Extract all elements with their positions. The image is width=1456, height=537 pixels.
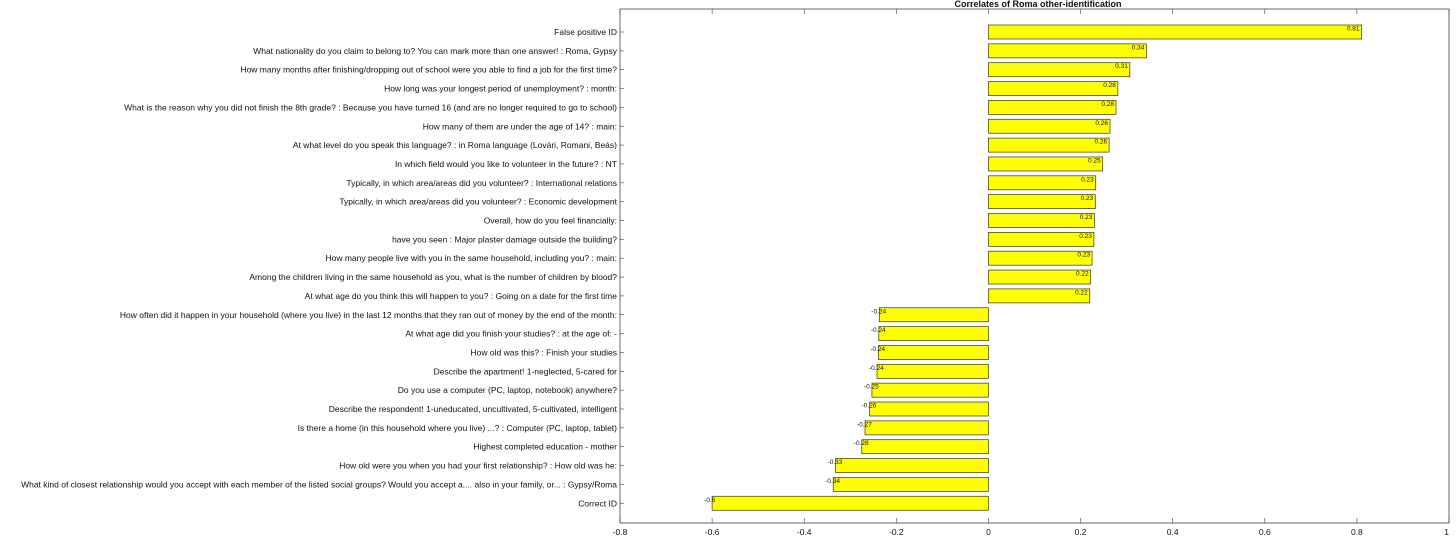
data-label: 0.22: [1076, 270, 1089, 278]
category-label: Do you use a computer (PC, laptop, notebook) anywhere?: [397, 385, 617, 396]
bar: [988, 25, 1361, 39]
bar: [988, 157, 1102, 171]
bar: [988, 63, 1129, 77]
bar: [988, 232, 1093, 246]
category-label: Highest completed education - mother: [473, 441, 617, 452]
data-label: 0.23: [1080, 195, 1094, 203]
data-label: 0.22: [1075, 289, 1088, 297]
category-label: How often did it happen in your household (where you live) in the last 12 months that they ran out of money by the end of the month:: [119, 309, 617, 320]
bar: [862, 440, 989, 454]
category-label: How many months after finishing/dropping out of school were you able to find a job for the first time?: [240, 64, 617, 75]
category-label: How many people live with you in the same household, including you? : main:: [325, 253, 617, 264]
x-tick-label: 0.2: [1074, 527, 1087, 537]
category-label: What nationality do you claim to belong to? You can mark more than one answer! : Roma, Gypsy: [253, 45, 617, 56]
category-label: Describe the apartment! 1-neglected, 5-cared for: [433, 366, 617, 377]
bar: [878, 345, 988, 359]
data-label: -0.24: [870, 345, 886, 353]
bar: [872, 383, 989, 397]
bar: [879, 327, 989, 341]
category-label: What kind of closest relationship would you accept with each member of the listed social groups? Would you accept a.... also in your family, or... : Gypsy/Roma: [21, 479, 617, 490]
data-label: 0.81: [1346, 25, 1360, 33]
category-label: How old was this? : Finish your studies: [470, 347, 617, 358]
data-label: -0.24: [868, 364, 884, 372]
bar: [988, 138, 1109, 152]
bar: [877, 364, 988, 378]
bar: [988, 176, 1095, 190]
data-label: -0.28: [853, 440, 869, 448]
bar: [988, 44, 1146, 58]
bar: [870, 402, 989, 416]
bar: [865, 421, 988, 435]
data-label: 0.23: [1081, 176, 1094, 184]
bar: [879, 308, 988, 322]
x-tick-label: 0.8: [1350, 527, 1363, 537]
data-label: -0.24: [871, 308, 887, 316]
data-label: -0.27: [857, 421, 872, 429]
data-label: 0.23: [1079, 214, 1093, 221]
category-label: At what level do you speak this language? : in Roma language (Lovári, Romani, Beás): [292, 140, 617, 151]
category-label: Typically, in which area/areas did you volunteer? : International relations: [346, 177, 617, 188]
bar: [988, 119, 1110, 133]
bar: [988, 195, 1095, 209]
data-label: -0.25: [863, 383, 879, 391]
category-label: Among the children living in the same household as you, what is the number of children by blood?: [249, 272, 617, 283]
category-label: How many of them are under the age of 14? : main:: [422, 121, 617, 132]
category-label: Overall, how do you feel financially:: [483, 215, 617, 226]
bar: [988, 214, 1094, 228]
x-tick-label: 0: [986, 527, 991, 537]
data-label: -0.33: [827, 459, 843, 467]
category-label: In which field would you like to volunteer in the future? : NT: [394, 158, 617, 169]
bar: [988, 100, 1116, 114]
chart-title: Correlates of Roma other-identification: [954, 0, 1122, 9]
x-tick-label: -0.4: [796, 527, 812, 537]
category-label: Is there a home (in this household where you live) ...? : Computer (PC, laptop, tablet): [297, 422, 617, 433]
bar: [712, 496, 988, 510]
x-tick-label: 0.4: [1166, 527, 1179, 537]
data-label: 0.26: [1094, 138, 1108, 146]
data-label: 0.28: [1103, 82, 1116, 90]
x-tick-label: 1: [1444, 527, 1449, 537]
category-label: How long was your longest period of unemployment? : month:: [384, 83, 617, 94]
category-label: have you seen : Major plaster damage outside the building?: [392, 234, 617, 245]
bar: [833, 477, 988, 491]
x-tick-label: 0.6: [1258, 527, 1271, 537]
x-tick-label: -0.6: [704, 527, 720, 537]
data-label: -0.6: [704, 496, 716, 504]
category-labels: [21, 27, 624, 508]
category-label: Typically, in which area/areas did you volunteer? : Economic development: [339, 196, 617, 207]
data-label: 0.23: [1077, 251, 1091, 259]
data-label: -0.26: [861, 402, 877, 410]
category-label: What is the reason why you did not finish the 8th grade? : Because you have turned 16 (and are no longer required to go to school): [124, 102, 617, 113]
category-label: At what age do you think this will happen to you? : Going on a date for the first time: [304, 290, 617, 301]
data-label: -0.24: [870, 327, 886, 335]
data-label: 0.25: [1088, 157, 1101, 165]
x-tick-label: -0.2: [889, 527, 904, 537]
category-label: How old were you when you had your first relationship? : How old was he:: [339, 460, 617, 471]
category-label: Describe the respondent! 1-uneducated, uncultivated, 5-cultivated, intelligent: [328, 404, 617, 414]
data-label: 0.28: [1101, 100, 1115, 108]
category-label: Correct ID: [578, 498, 617, 509]
category-label: False positive ID: [554, 27, 617, 37]
bar: [836, 459, 989, 473]
data-label: -0.34: [825, 477, 841, 485]
bars-layer: [704, 25, 1361, 510]
data-label: 0.34: [1131, 44, 1145, 52]
data-label: 0.23: [1079, 232, 1092, 240]
x-tick-label: -0.8: [612, 527, 628, 537]
data-label: 0.26: [1095, 119, 1109, 127]
data-label: 0.31: [1115, 63, 1128, 71]
bar: [988, 82, 1117, 96]
category-label: At what age did you finish your studies? : at the age of: -: [405, 328, 617, 339]
